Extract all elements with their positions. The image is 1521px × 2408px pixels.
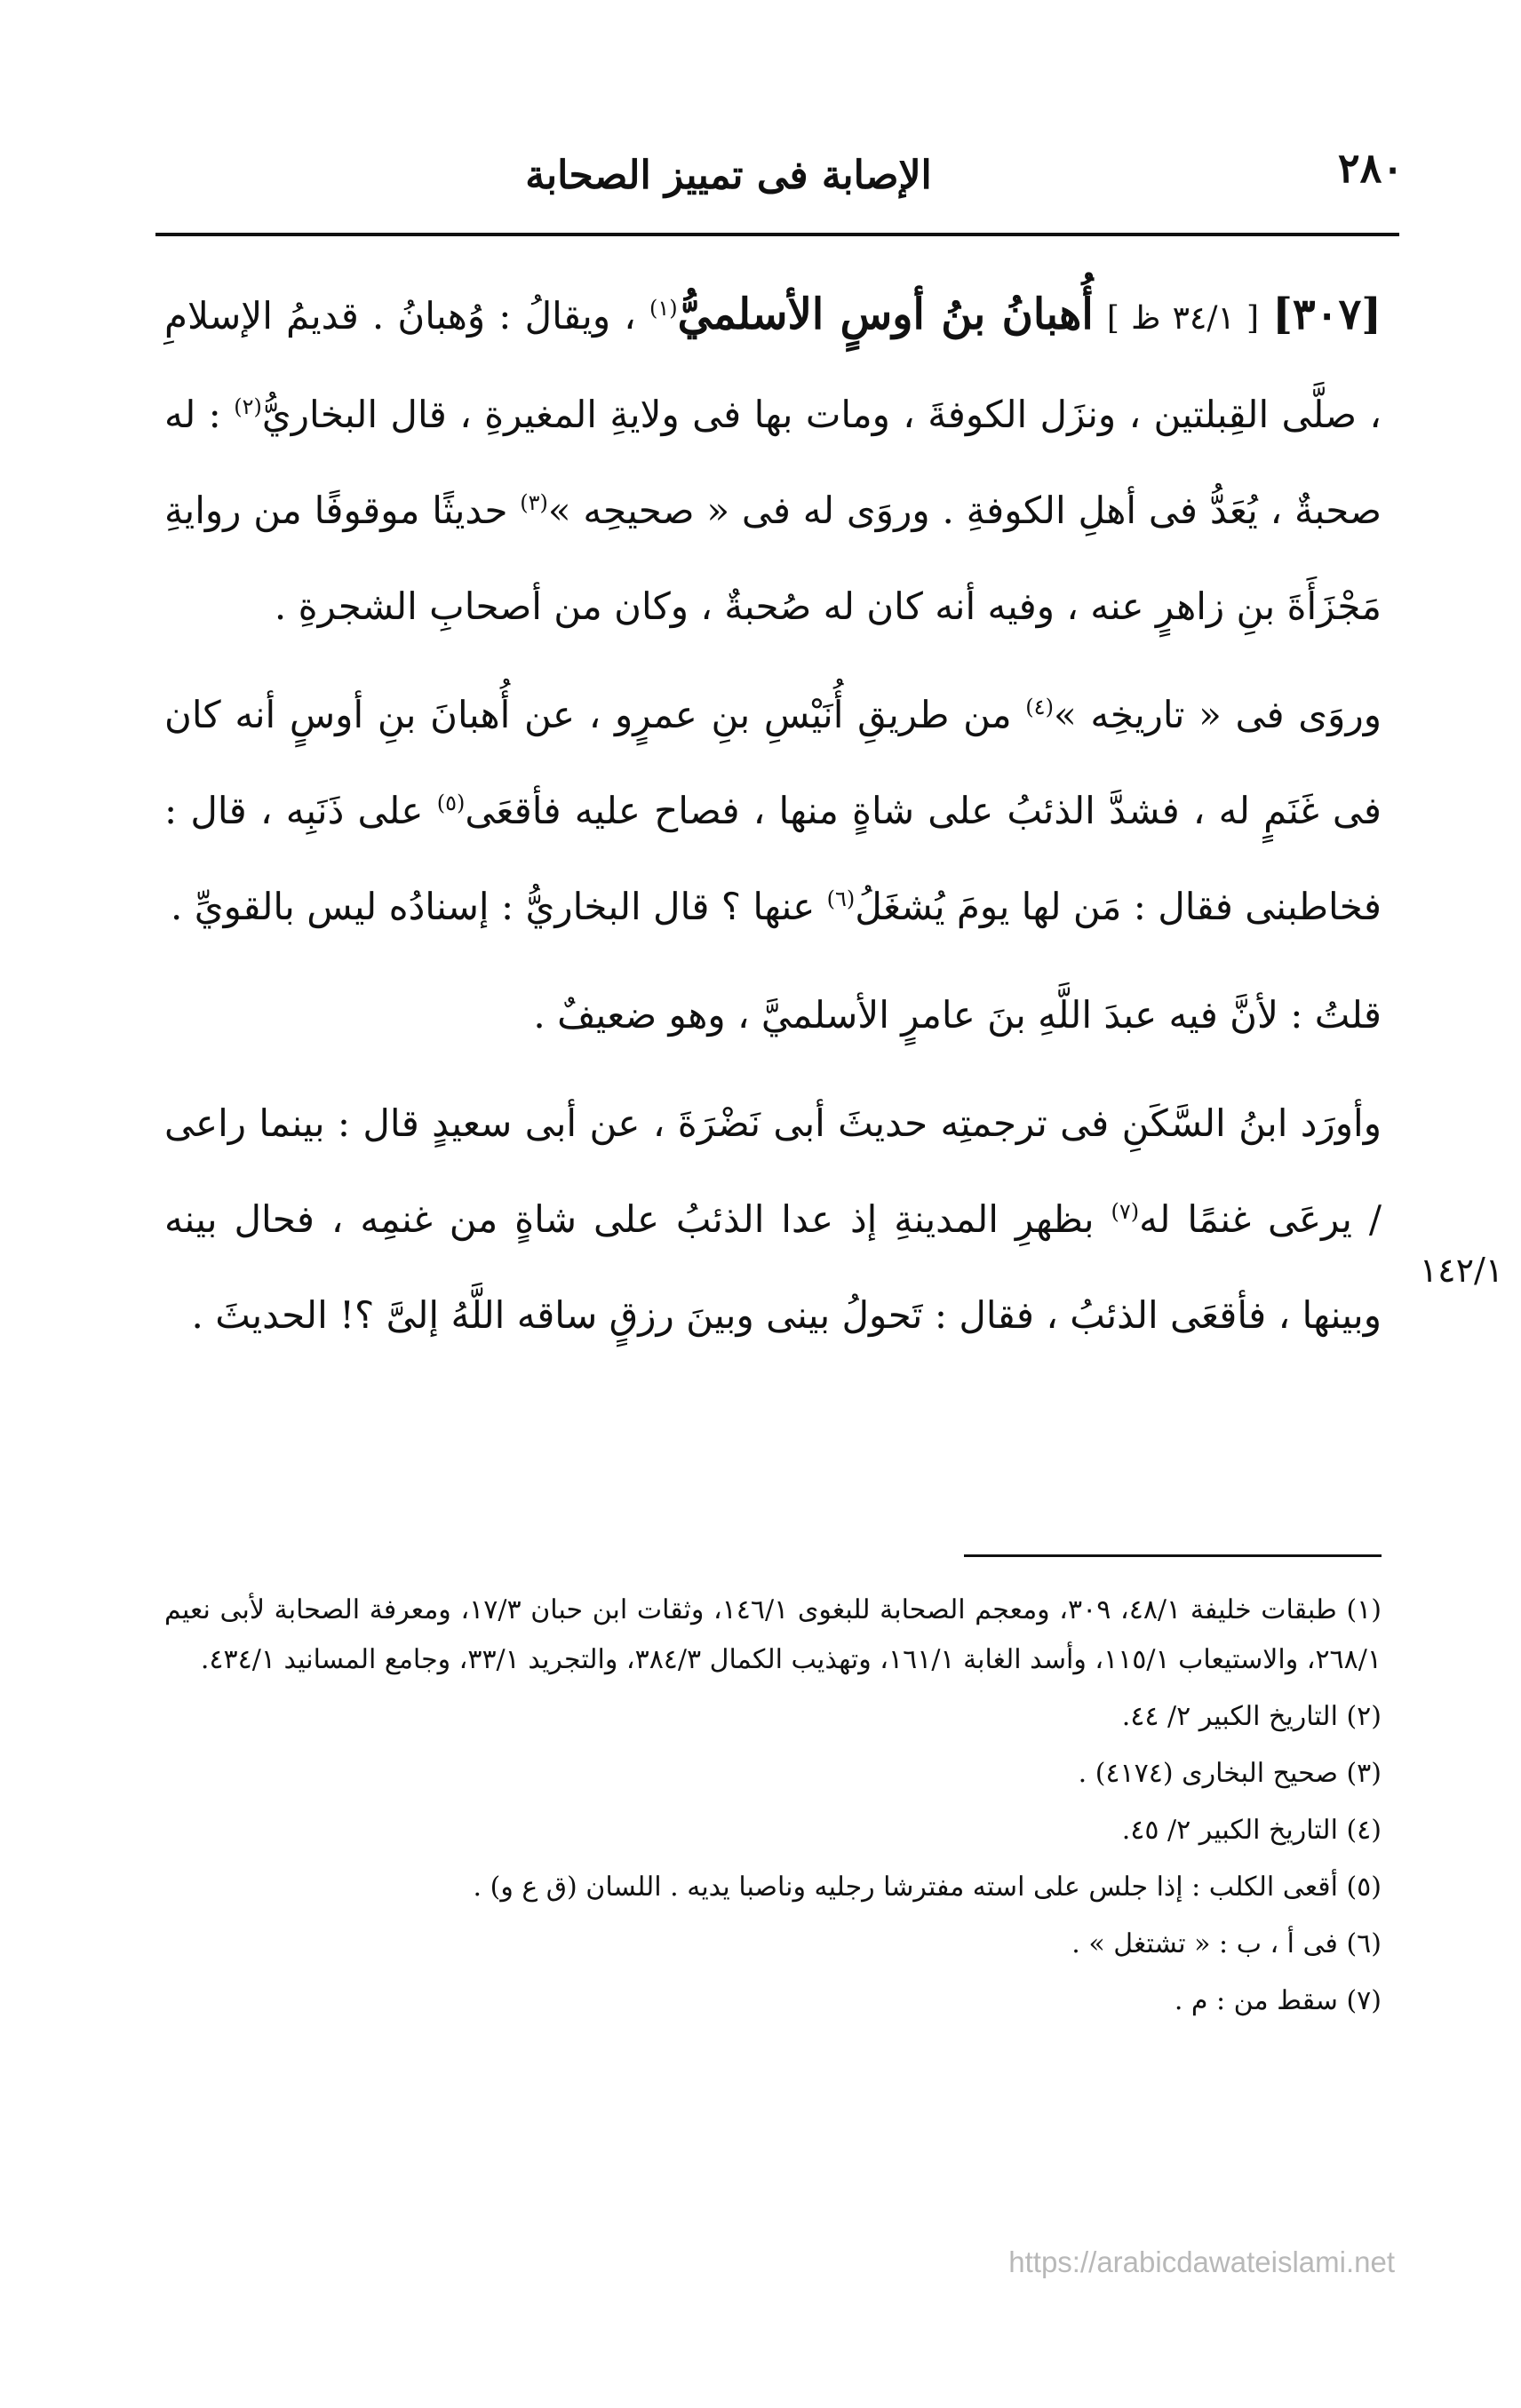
- footnote-1: (١) طبقات خليفة ٤٨/١، ٣٠٩، ومعجم الصحابة للبغوى ١٤٦/١، وثقات ابن حبان ١٧/٣، ومعرفة الصحابة لأبى نعيم ٢٦٨/١، والاستيعاب ١١٥/١، وأسد الغابة ١٦١/١، وتهذيب الكمال ٣٨٤/٣، والتجريد ٣٣/١، وجامع المسانيد ٤٣٤/١.: [164, 1594, 1382, 1675]
- footnote-3: (٣) صحيح البخارى (٤١٧٤) .: [1078, 1758, 1382, 1789]
- footnote-marker-1: (١): [649, 296, 678, 321]
- footnote-7: (٧) سقط من : م .: [1174, 1985, 1382, 2016]
- footnote-marker-7: (٧): [1111, 1199, 1140, 1224]
- paragraph-tarikh: [164, 667, 1382, 955]
- paragraph-text: قلتُ : لأنَّ فيه عبدَ اللَّهِ بنَ عامرٍ الأسلميَّ ، وهو ضعيفٌ .: [533, 993, 1382, 1037]
- paragraph-text: على ذَنَبِه ، قال : فخاطبنى فقال : مَن لها يومَ يُشغَلُ: [164, 789, 1382, 928]
- header-rule: [155, 233, 1399, 236]
- paragraph-ibn-alsakan: [164, 1076, 1382, 1363]
- paragraph-text: وأورَد ابنُ السَّكَنِ فى ترجمتِه حديثَ أبى نَضْرَةَ ، عن أبى سعيدٍ قال : بينما راعى / يرعَى غنمًا له: [164, 1101, 1382, 1241]
- paragraph-text: ، ويقالُ : وُهبانُ . قديمُ الإسلامِ ، صلَّى القِبلتين ، ونزَل الكوفةَ ، ومات بها فى ولايةِ المغيرةِ ، قال البخاريُّ: [164, 294, 1382, 436]
- margin-folio-note: ١٤٢/١: [1419, 1251, 1504, 1290]
- paragraph-text: عنها ؟ قال البخاريُّ : إسنادُه ليس بالقويِّ .: [171, 885, 816, 928]
- footnote-marker-3: (٣): [520, 490, 548, 515]
- footnote-separator: [964, 1554, 1382, 1557]
- footnote-marker-2: (٢): [234, 394, 262, 419]
- footnote-5: (٥) أقعى الكلب : إذا جلس على استه مفترشا رجليه وناصبا يديه . اللسان (ق ع و) .: [473, 1872, 1382, 1903]
- entry-manuscript-reference: [ ٣٤/١ ظ ]: [1106, 300, 1260, 337]
- footnote-6: (٦) فى أ ، ب : « تشتغل » .: [1071, 1928, 1382, 1959]
- footnote-4: (٤) التاريخ الكبير ٢/ ٤٥.: [1121, 1815, 1382, 1846]
- paragraph-text: : له صحبةٌ ، يُعَدُّ فى أهلِ الكوفةِ . وروَى له فى « صحيحِه »: [164, 393, 1382, 532]
- paragraph-text: من طريقِ أُنَيْسِ بنِ عمرٍو ، عن أُهبانَ بنِ أوسٍ أنه كان فى غَنَمٍ له ، فشدَّ الذئبُ على شاةٍ منها ، فصاح عليه فأقعَى: [164, 693, 1382, 832]
- footnote-marker-5: (٥): [436, 791, 466, 815]
- entry-name: أُهبانُ بنُ أوسٍ الأسلميُّ: [677, 290, 1094, 339]
- watermark-url: https://arabicdawateislami.net: [1008, 2245, 1395, 2278]
- page-number: ٢٨٠: [1337, 144, 1404, 192]
- paragraph-text: حديثًا موقوفًا من روايةِ مَجْزَأَةَ بنِ زاهرٍ عنه ، وفيه أنه كان له صُحبةٌ ، وكان من أصحابِ الشجرةِ .: [164, 489, 1382, 628]
- footnote-marker-6: (٦): [826, 886, 856, 911]
- paragraph-text: وروَى فى « تاريخِه »: [1053, 693, 1382, 736]
- main-text: [164, 266, 1382, 1376]
- paragraph-entry-307: [164, 266, 1382, 655]
- paragraph-comment: [164, 967, 1382, 1063]
- footnotes: [164, 1585, 1382, 2033]
- footnote-marker-4: (٤): [1025, 695, 1054, 719]
- paragraph-text: بظهرِ المدينةِ إذ عدا الذئبُ على شاةٍ من غنمِه ، فحال بينه وبينها ، فأقعَى الذئبُ ، فقال : تَحولُ بينى وبينَ رزقٍ ساقه اللَّهُ إلىَّ ؟! الحديثَ .: [164, 1197, 1382, 1337]
- footnote-2: (٢) التاريخ الكبير ٢/ ٤٤.: [1121, 1701, 1382, 1732]
- entry-number: [٣٠٧]: [1272, 290, 1382, 339]
- running-title: الإصابة فى تمييز الصحابة: [525, 153, 932, 198]
